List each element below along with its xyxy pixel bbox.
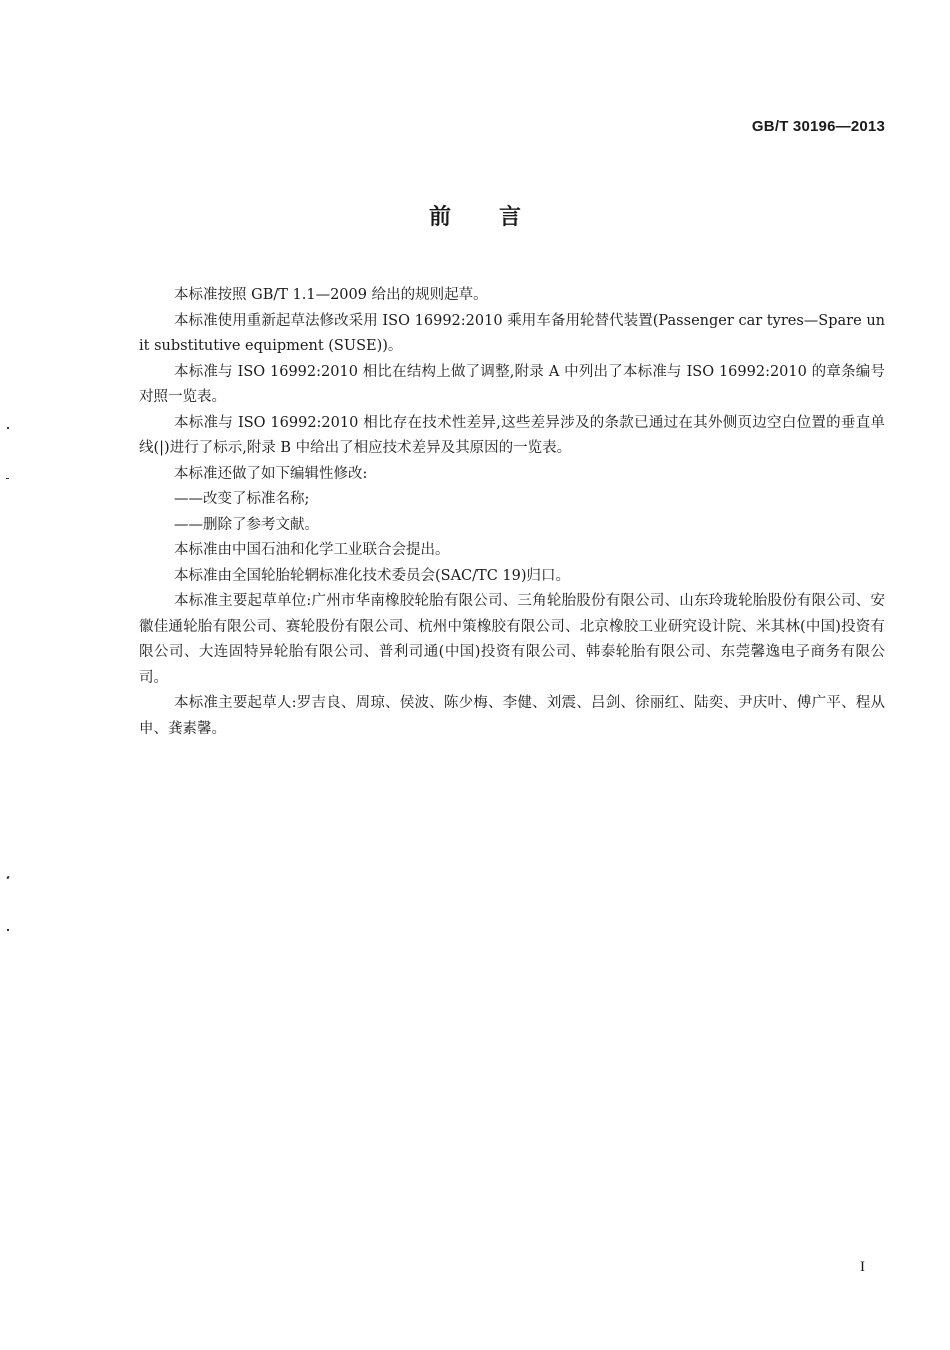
scan-dot-mark (7, 427, 9, 429)
list-item-references-removed: ——删除了参考文献。 (174, 516, 319, 533)
foreword-body (139, 283, 885, 742)
scan-dot-mark (7, 929, 9, 931)
paragraph-drafting-organizations: 本标准主要起草单位:广州市华南橡胶轮胎有限公司、三角轮胎股份有限公司、山东玲珑轮胎股份有限公司、安徽佳通轮胎有限公司、赛轮股份有限公司、杭州中策橡胶有限公司、北京橡胶工业研究设计院、米其林(中国)投资有限公司、大连固特异轮胎有限公司、普利司通(中国)投资有限公司、韩泰轮胎有限公司、东莞馨逸电子商务有限公司。 (139, 593, 885, 686)
scan-tick-mark (6, 876, 9, 880)
list-item-name-change: ——改变了标准名称; (174, 491, 310, 507)
paragraph-drafters: 本标准主要起草人:罗吉良、周琼、侯波、陈少梅、李健、刘震、吕剑、徐丽红、陆奕、尹庆叶、傅广平、程从申、龚素馨。 (139, 695, 885, 737)
paragraph-responsible-committee: 本标准由全国轮胎轮辋标准化技术委员会(SAC/TC 19)归口。 (174, 567, 571, 584)
paragraph-adoption-method: 本标准使用重新起草法修改采用 ISO 16992:2010 乘用车备用轮替代装置(Passenger car tyres—Spare unit substitutive equipment (SUSE))。 (139, 312, 885, 354)
paragraph-proposed-by: 本标准由中国石油和化学工业联合会提出。 (174, 542, 450, 558)
paragraph-editorial-changes-intro: 本标准还做了如下编辑性修改: (174, 465, 368, 482)
scan-dash-mark (6, 478, 9, 479)
page-title: 前言 (428, 205, 569, 230)
paragraph-structure-changes: 本标准与 ISO 16992:2010 相比在结构上做了调整,附录 A 中列出了本标准与 ISO 16992:2010 的章条编号对照一览表。 (139, 363, 885, 405)
page-number: I (860, 1259, 865, 1275)
paragraph-drafting-rules: 本标准按照 GB/T 1.1—2009 给出的规则起草。 (174, 287, 488, 303)
paragraph-technical-differences: 本标准与 ISO 16992:2010 相比存在技术性差异,这些差异涉及的条款已通过在其外侧页边空白位置的垂直单线(|)进行了标示,附录 B 中给出了相应技术差异及其原因的一览表。 (139, 414, 885, 456)
standard-code: GB/T 30196—2013 (751, 118, 885, 135)
